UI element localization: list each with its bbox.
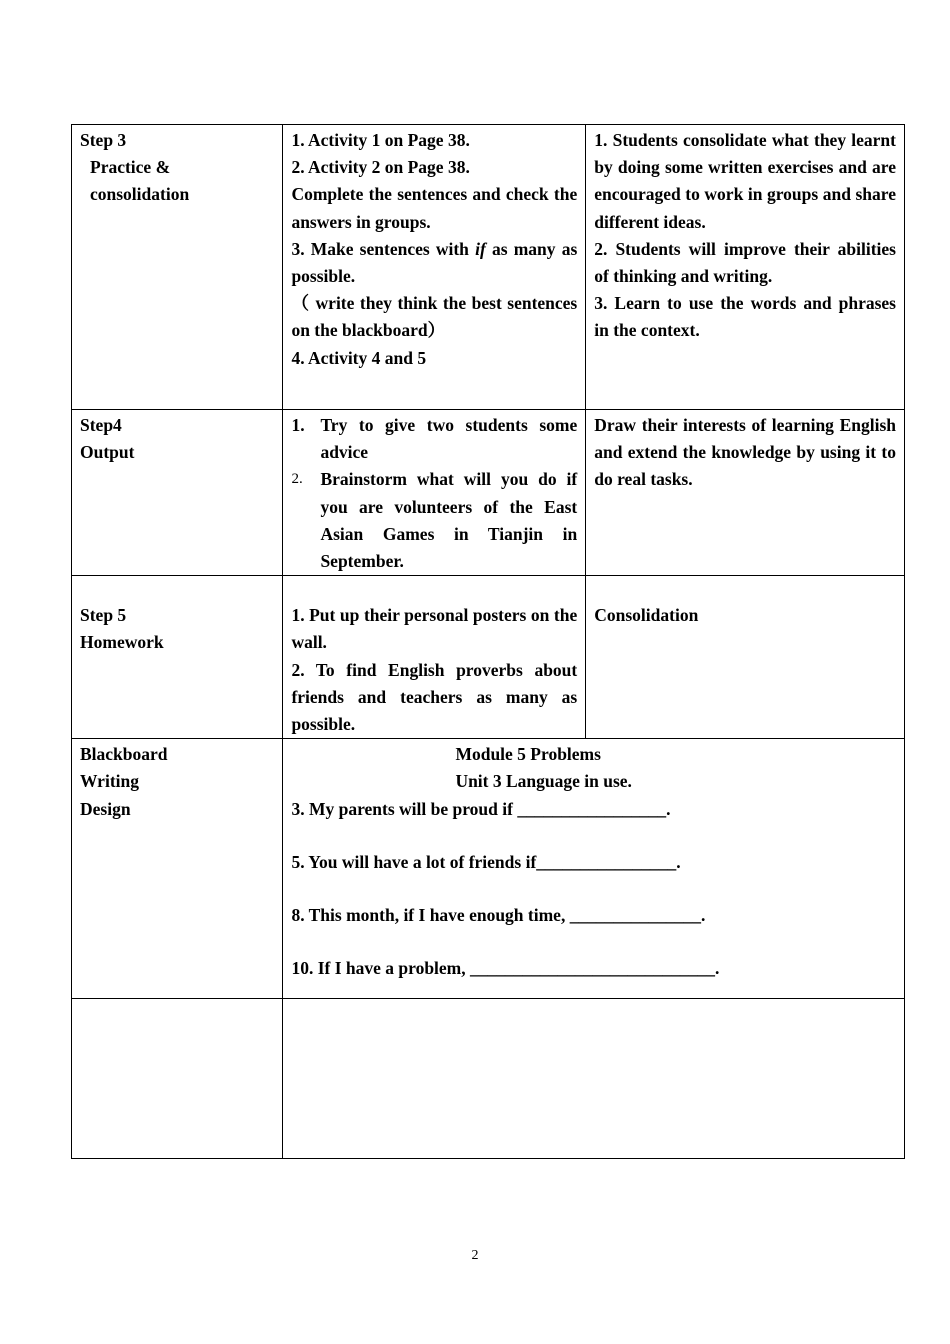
step3-activities-cell [283,125,586,410]
step3-purpose-1: 1. Students consolidate what they learnt by doing some written exercises and are encouraged to work in groups and share different ideas. [594,130,896,232]
blackboard-label-3: Design [80,798,131,819]
step3-activity-3 [291,236,577,290]
blackboard-sentence-5: 5. You will have a lot of friends if________________. [291,851,681,872]
step5-label-cell [72,576,283,739]
step3-subtitle-2: consolidation [90,184,190,205]
list-item [291,412,577,466]
step3-purpose-cell [586,125,905,410]
step4-title: Step4 [80,415,122,435]
spacer [291,823,896,849]
step4-subtitle: Output [80,442,135,463]
step5-title: Step 5 [80,605,127,626]
table-row-step3 [72,125,905,410]
blackboard-heading-1: Module 5 Problems [455,744,601,765]
step3-activity-3-note: （ write they think the best sentences on the blackboard） [291,293,578,341]
step4-item-2-text: Brainstorm what will you do if you are volunteers of the East Asian Games in Tianjin in September. [320,469,578,572]
step4-item-1-text: Try to give two students some advice [320,415,578,463]
step5-subtitle: Homework [80,632,164,653]
page-number: 2 [471,1248,479,1263]
table-row-step4 [72,410,905,576]
blackboard-label-2: Writing [80,771,139,792]
empty-label-cell [72,999,283,1159]
step4-purpose: Draw their interests of learning English and extend the knowledge by using it to do real tasks. [594,415,896,490]
blackboard-sentence-3: 3. My parents will be proud if _________________. [291,798,671,819]
step3-title: Step 3 [80,130,127,150]
spacer [291,929,896,955]
step3-label-cell [72,125,283,410]
table-row-empty [72,999,905,1159]
empty-content-cell [283,999,905,1159]
step3-activity-2: 2. Activity 2 on Page 38. [291,157,470,178]
lesson-plan-table [71,124,905,1159]
step3-activity-1: 1. Activity 1 on Page 38. [291,130,470,150]
table-row-step5 [72,576,905,739]
step5-activities-cell [283,576,586,739]
spacer [291,876,896,902]
step3-activity-4: 4. Activity 4 and 5 [291,347,427,368]
step4-activities-cell [283,410,586,576]
step4-label-cell [72,410,283,576]
blackboard-sentence-8: 8. This month, if I have enough time, _______________. [291,905,706,926]
blackboard-label-1: Blackboard [80,744,168,765]
step5-item-1: 1. Put up their personal posters on the wall. [291,605,578,653]
step3-activity-2-detail: Complete the sentences and check the answers in groups. [291,184,578,232]
step5-item-2: 2. To find English proverbs about friends and teachers as many as possible. [291,659,578,735]
table-row-blackboard [72,739,905,999]
spacer [80,578,274,602]
list-item [291,466,577,575]
step4-item-1-number: 1. [291,415,305,435]
step3-activity-3-word: if [475,238,486,259]
step5-purpose-cell [586,576,905,739]
spacer [594,578,896,602]
step3-purpose-2: 2. Students will improve their abilities of thinking and writing. [594,238,896,287]
blackboard-label-cell [72,739,283,999]
step3-subtitle-1: Practice & [90,157,171,178]
step4-purpose-cell [586,410,905,576]
step3-purpose-3: 3. Learn to use the words and phrases in the context. [594,293,896,341]
step5-purpose: Consolidation [594,605,699,626]
blackboard-sentence-10: 10. If I have a problem, ____________________________. [291,958,720,979]
blackboard-content-cell [283,739,905,999]
step3-activity-3-before: 3. Make sentences with [291,238,476,259]
step3-activity-3-after: as many as possible. [291,238,578,287]
step4-item-2-number: 2. [291,471,303,488]
blackboard-heading-2: Unit 3 Language in use. [455,771,632,792]
spacer [291,578,577,602]
step4-activity-list [291,412,577,575]
